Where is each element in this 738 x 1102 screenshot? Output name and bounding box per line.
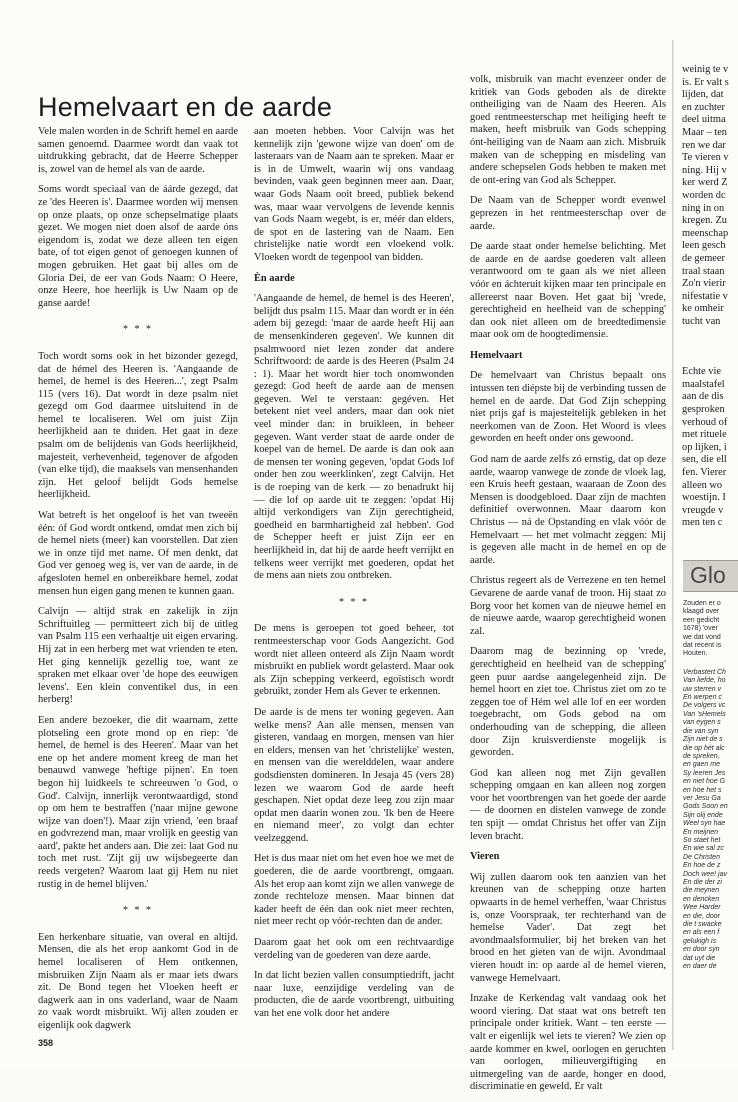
paragraph: De aarde staat onder hemelse belichting. Met de aarde en de aardse goederen valt alleen verantwoord om te gaan als we niet alleen vóór en áchteruit kijken maar ten principale en allereerst naar Boven. Het gaat bij 'vrede, gerechtigheid en heelheid van de schepping' dan ook niet alleen om de breedtedimensie maar ook om de hoogtedimensie. <box>470 241 666 341</box>
paragraph: Wat betreft is het ongeloof is het van tweeën één: óf God wordt ontkend, omdat men zich bij de hemel niets (meer) kan voorstellen. Dat zien we in onze tijd met name. Of men denkt, dat God ver genoeg weg is, ver van de aarde, in de afgesloten hemel en onbereikbare hemel, zodat mensen hun eigen gang menen te kunnen gaan. <box>38 510 238 597</box>
sidebar-poem-line: En die der zi <box>683 879 722 886</box>
fragment-line: met rituele <box>682 429 727 441</box>
column-3 <box>470 74 666 1102</box>
sidebar-poem-line: gelukigh is <box>683 937 717 945</box>
paragraph: De mens is geroepen tot goed beheer, tot rentmeesterschap voor Gods Aangezicht. God wordt niet alleen onteerd als Zijn Naam wordt misbruikt en publiek wordt gelasterd. Maar ook als Zijn schepping verkeerd, egoïstisch wordt gebruikt, zonder Hem als Gever te erkennen. <box>254 623 454 698</box>
fragment-line: aan de dis <box>682 391 724 403</box>
fragment-line: woestijn. I <box>682 492 726 504</box>
sidebar-poem-line: De volgers vc <box>683 702 726 710</box>
fragment-line: nifestatie v <box>682 290 728 302</box>
paragraph: God kan alleen nog met Zijn gevallen schepping omgaan en kan alleen nog zorgen voor het voortbrengen van het goede der aarde — de doornen en distelen vanwege de zonde ten spijt — omdat Christus het offer van Zijn leven bracht. <box>470 767 666 842</box>
fragment-line: ke omheir <box>682 303 724 315</box>
fragment-line: fen. Vierer <box>682 467 727 478</box>
page-gutter <box>672 40 674 1050</box>
paragraph: Een andere bezoeker, die dit waarnam, zette plotseling een grote mond op en riep: 'de hemel, de hemel is des Heeren'. Maar van het ene op het andere moment kreeg de man het benauwd vanwege 'heftige pijnen'. En toen begon hij luidkeels te schreeuwen 'o God, o God'. Calvijn, innerlijk verontwaardigd, stond op om hem te bestraffen ('naar mijne gewone wijze van doen'!). Maar zijn vriend, 'een braaf en godvrezend man, maar vrolijk en geestig van aard', pakte het anders aan. Die zei: laat God nu toch met rust. 'Zijt gij uw wijsbegeerte dan reeds vergeten? Waarom laat gij Hem nu niet rustig in de hemel blijven.' <box>38 714 238 890</box>
sidebar-spacer <box>683 659 738 669</box>
fragment-line: leen gesch <box>682 240 726 252</box>
fragment-line: ning in on <box>682 202 725 214</box>
sidebar-poem-line: En meijnen <box>683 828 719 836</box>
fragment-line <box>682 341 738 354</box>
fragment-line: Te vieren v <box>682 152 729 164</box>
fragment-line: Zo'n vierir <box>682 278 726 290</box>
fragment-line: kregen. Zu <box>682 215 728 227</box>
section-heading: Hemelvaart <box>470 349 523 361</box>
fragment-line: lijden, dat <box>682 89 724 101</box>
sidebar-poem-line: en gaen me <box>683 761 720 769</box>
sidebar-poem-line: uw sterren v <box>683 685 722 693</box>
fragment-line <box>682 328 738 341</box>
sidebar-poem-line: En wie sal zc <box>683 845 724 853</box>
fragment-line: worden dc <box>682 189 726 201</box>
sidebar-poem-line: En werpen c <box>683 694 722 702</box>
paragraph: Soms wordt speciaal van de áárde gezegd, dat ze 'des Heeren is'. Daarmee worden wij mensen op onze plaats, op onze schepselmatige plaats gezet. We mogen niet doen alsof de aarde óns eigendom is, zodat we deze alleen ten eigen bate, of tot eigen genot of genoegen kunnen of mogen gebruiken. Het gaat bij alles om de Gloria Dei, de eer van Gods Naam: O Heere, onze Heere, hoe heerlijk is Uw Naam op de ganse aarde! <box>38 184 238 309</box>
sidebar-poem-line: die op hét alc <box>683 744 725 752</box>
sidebar-poem-line: Sy leeren Jes <box>683 769 726 777</box>
fragment-line: traal staan <box>682 265 725 277</box>
paragraph: Daarom mag de bezinning op 'vrede, gerechtigheid en heelheid van de schepping' geen puur aardse aangelegenheid zijn. De hemel hoort en ziet toe. Christus ziet om zo te zeggen toe of Hém wel alle lof en eer worden toegebracht, om Gods gebod na om onderhouding van de schepping, die alleen door Zijn kruisverdienste mogelijk is geworden. <box>470 646 666 759</box>
sidebar-poem-line: De Christen <box>683 853 720 861</box>
sidebar-poem-line: Verbastert Ch <box>683 668 726 676</box>
paragraph: De aarde is de mens ter woning gegeven. Aan welke mens? Aan alle mensen, mensen van gisteren, vandaag en morgen, mensen van hier en elders, mensen van het 'christelijke' westen, en mensen van die werelddelen, waar andere godsdiensten domineren. In Jesaja 45 (vers 28) lezen we waarom God de aarde heeft geschapen. Niet opdat deze leeg zou zijn maar opdat men daarin wonen zou. 'Ik ben de Heere en niemand meer', zo volgt dan echter veelzeggend. <box>254 706 454 844</box>
fragment-line: alleen wo <box>682 479 723 491</box>
sidebar-poem-line: en als een f <box>683 929 720 937</box>
column-2 <box>254 126 454 1029</box>
paragraph: Vele malen worden in de Schrift hemel en aarde samen genoemd. Daarmee wordt dan vaak tot uitdrukking gebracht, dat de Heerre Schepper is, zowel van de hemel als van de aarde. <box>38 126 238 175</box>
sidebar-poem-line: Doch wee! jav <box>683 870 727 878</box>
fragment-line: tucht van <box>682 315 721 327</box>
next-page-column-fragment <box>682 64 738 530</box>
sidebar-line: Houten. <box>683 650 708 658</box>
sidebar-poem-line: die t swacke <box>683 921 722 929</box>
fragment-line: ning. Hij v <box>682 164 727 176</box>
sidebar-poem-line: en door syn <box>683 946 720 954</box>
section-heading: Vieren <box>470 851 500 863</box>
sidebar-poem-line: Wee Harder <box>683 904 721 912</box>
fragment-line <box>682 354 738 367</box>
sidebar-poem-line: en dencken <box>683 895 720 903</box>
fragment-line: Echte vie <box>682 366 721 378</box>
paragraph: Toch wordt soms ook in het bizonder gezegd, dat de hémel des Heeren is. 'Aangaande de hemel, de hemel is des Heeren...', zegt Psalm 115 (vers 16). Dat wordt in deze psalm niet gezegd om God daarmee uitsluitend in de hemel te localiseren. Wel om juist Zijn heerlijkheid aan te duiden. Het gaat in deze psalm om de belijdenis van Gods heerlijkheid, majesteit, verhevenheid, tegenover de afgoden (van elke tijd), die maaksels van mensenhanden zijn. Het geloof belijdt Gods hemelse heerlijkheid. <box>38 350 238 501</box>
fragment-line: ker werd Z <box>682 177 728 189</box>
sidebar-poem-line: Van 'sHemels <box>683 710 726 718</box>
fragment-line: vreugde v <box>682 504 724 516</box>
fragment-line: is. Er valt s <box>682 76 729 88</box>
fragment-line: ren we dar <box>682 139 726 151</box>
sidebar-poem-line: en die, door <box>683 912 720 920</box>
sidebar-poem-line: Weel syn hae <box>683 820 726 828</box>
section-separator: * * * <box>123 905 153 917</box>
fragment-line: men ten c <box>682 517 723 529</box>
sidebar-line: Zouden er o <box>683 600 721 607</box>
sidebar-poem-line: Van liefde, ho <box>683 677 726 685</box>
paragraph: Daarom gaat het ook om een rechtvaardige verdeling van de goederen van deze aarde. <box>254 937 454 961</box>
sidebar-poem-line: die van syn <box>683 727 719 735</box>
fragment-line: meenschap <box>682 227 729 239</box>
column-1 <box>38 126 238 1041</box>
fragment-line: deel uitma <box>682 114 726 126</box>
fragment-line: sen, die ell <box>682 454 727 466</box>
sidebar-line: dat recent is <box>683 642 722 650</box>
sidebar-poem-line: Sijn olij ende <box>683 811 723 819</box>
fragment-line: maalstafel <box>682 378 725 390</box>
paragraph: In dat licht bezien vallen consumptiedrift, jacht naar luxe, eenzijdige verdeling van de producten, die de aarde voortbrengt, uitbuiting van het ene volk door het andere <box>254 970 454 1019</box>
paragraph: Het is dus maar niet om het even hoe we met de goederen, die de aarde voortbrengt, omgaan. Als het erop aan komt zijn we allen vanwege de zonde rechteloze mensen. Maar binnen dat kader heeft de één dan ook niet meer rechten, niet meer recht op vóór-rechten dan de ander. <box>254 853 454 928</box>
fragment-line: Maar – ten <box>682 126 728 138</box>
section-separator: * * * <box>339 596 369 608</box>
sidebar-poem-line: en niet hoe G <box>683 778 726 786</box>
sidebar-poem-line: en hoe het s <box>683 786 722 794</box>
fragment-line: en zuchter <box>682 101 725 113</box>
paragraph: De hemelvaart van Christus bepaalt ons intussen ten diépste bij de verbinding tussen de hemel en de aarde. Dat God Zijn schepping niet prijs gaf is majesteitelijk gebleken in het neerkomen van de Zoon. Het Woord is vlees geworden en heeft onder ons gewoond. <box>470 370 666 445</box>
sidebar-line: we dat vond <box>683 633 721 641</box>
sidebar-poem-line: Gods Soon en <box>683 803 728 811</box>
sidebar-poem-line: die meynen <box>683 887 720 895</box>
page-number: 358 <box>38 1038 54 1048</box>
article-title: Hemelvaart en de aarde <box>38 92 333 122</box>
fragment-line: gesproken <box>682 404 725 416</box>
sidebar-poem-line: Zijn niet de s <box>683 736 723 744</box>
fragment-line: de gemeer <box>682 252 725 264</box>
paragraph: Een herkenbare situatie, van overal en altijd. Mensen, die als het erop aankomt God in de hemel localiseren of Hem ontkennen, misbruiken Zijn Naam als er maar iets dwars zit. De Bond tegen het Vloeken heeft er dagwerk aan in ons vaderland, waar de Naam zo vaak wordt misbruikt. Wij allen zouden er eigenlijk ook dagwerk <box>38 931 238 1031</box>
paragraph: aan moeten hebben. Voor Calvijn was het kennelijk zijn 'gewone wijze van doen' om de lasteraars van de Naam aan te spreken. Maar er is in de Umwelt, waarin wij ons vandaag bevinden, vaak geen beginnen meer aan. Daar, waar Gods Naam ooit breed, publiek bekend was, maar waar vervolgens de levende kennis van Gods Naam wegebt, is er, méér dan elders, de spot en de lastering van de Naam. Een christelijke natie wordt een vloekend volk. Vloeken wordt de tegenpool van bidden. <box>254 126 454 263</box>
sidebar-poem-fragment <box>683 600 738 971</box>
sidebar-line: een gedicht <box>683 616 720 624</box>
paragraph: Inzake de Kerkendag valt vandaag ook het woord viering. Dat staat wat ons betreft ten principale onder kritiek. Want – ten eerste — valt er eigenlijk wel iets te vieren? We zien op aarde kommer en kwel, oorlogen en geruchten van oorlogen, milieuvergiftiging en uitmergeling van de aarde, honger en dood, discriminatie en geweld. Er valt <box>470 993 666 1093</box>
sidebar-poem-line: So staet het <box>683 836 721 844</box>
paragraph: God nam de aarde zelfs zó ernstig, dat op deze aarde, waarop vanwege de zonde de vloek lag, een Kruis heeft gestaan, waaraan de Zoon des Mensen is doodgebloed. Daar zijn de machten definitief overwonnen. Maar daarom kon Christus — ná de Opstanding en vlak vóór de Hemelvaart — het met volmacht zeggen: Mij is gegeven alle macht in de hemel en op de aarde. <box>470 454 666 566</box>
sidebar-poem-line: En hoe de z <box>683 862 721 870</box>
paragraph: volk, misbruik van macht evenzeer onder de kritiek van Gods geboden als de direkte ontheiliging van de Naam des Heeren. Als goed rentmeesterschap met heiliging heeft te maken, heeft misbruik van Gods schepping ónt-heiliging van de Naam aan zich. Misbruik maken van de schepping en misdeling van andere schepselen Gods hebben te maken met de ont-ering van God als Schepper. <box>470 74 666 186</box>
paragraph: Wij zullen daarom ook ten aanzien van het kreunen van de schepping onze harten opwaarts in de hemel verheffen, 'waar Christus is, onze Voorspraak, ter rechterhand van de hemelse Vader'. Dat zegt het avondmaalsformulier, bij het breken van het brood en het gieten van de wijn. Avondmaal vieren houdt in: op aarde al de hemel vieren, vanwege Hemelvaart. <box>470 871 666 984</box>
sidebar-line: 1678) 'over <box>683 625 718 633</box>
sidebar-poem-line: ver Jesu Ga <box>683 794 721 802</box>
fragment-line: verhoud of <box>682 416 728 428</box>
fragment-line: op lijken, i <box>682 441 727 453</box>
sidebar-line: klaagd over <box>683 608 720 616</box>
sidebar-poem-line: de spreken, <box>683 752 720 760</box>
section-separator: * * * <box>123 324 153 336</box>
paragraph: Christus regeert als de Verrezene en ten hemel Gevarene de aarde vanaf de troon. Hij staat zo Borg voor het komen van de nieuwe hemel en de nieuwe aarde, waarop gerechtigheid wonen zal. <box>470 575 666 637</box>
sidebar-poem-line: van eygen s <box>683 719 721 727</box>
sidebar-poem-line: dat uyt die <box>683 954 716 962</box>
fragment-line: weinig te v <box>682 64 729 75</box>
section-heading: Èn aarde <box>254 272 295 284</box>
paragraph: De Naam van de Schepper wordt evenwel geprezen in het rentmeesterschap over de aarde. <box>470 195 666 232</box>
paragraph: Calvijn — altijd strak en zakelijk in zijn Schriftuitleg — permitteert zich bij de uitleg van Psalm 115 een verhaaltje uit eigen ervaring. Hij zat in een herberg met wat vrienden te eten. Het ging kennelijk gezellig toe, want ze spraken met elkaar over 'de hope des eeuwigen levens'. Een klein conventikel dus, in een herberg! <box>38 606 238 706</box>
paragraph: 'Aangaande de hemel, de hemel is des Heeren', belijdt dus psalm 115. Maar dan wordt er in één adem bij gezegd: 'maar de aarde heeft Hij aan de mensenkinderen gegeven'. We kunnen dit psalmwoord niet lezen zonder dat andere Schriftwoord: de aarde is des Heeren (Psalm 24 : 1). Maar het wordt hier toch onomwonden gezegd: God heeft de aarde aan de mensen gegeven. Wel te verstaan: gegéven. Het betekent niet veel anders, maar dan ook niet veel minder dan: in bruikleen, in beheer gegeven. Want verder staat de aarde onder de koepel van de hemel. De aarde is dan ook aan de mensen ter woning gegeven, 'opdat Gods lof onder hen zou weerklinken', zegt Calvijn. Het is de roeping van de kerk — zo benadrukt hij — die lof op aarde uit te zeggen: 'opdat Hij altijd verkondigers van Zijn gerechtigheid, goedheid en barmhartigheid zal hebben'. God de Schepper heeft er juist Zijn eer en heerlijkheid in, dat hij de aarde heeft verrijkt en telkens weer verrijkt met goederen, opdat het de mens aan niets zou ontbreken. <box>254 293 454 582</box>
sidebar-poem-line: en daer de <box>683 963 717 971</box>
sidebar-header-text: Glo <box>690 562 726 588</box>
